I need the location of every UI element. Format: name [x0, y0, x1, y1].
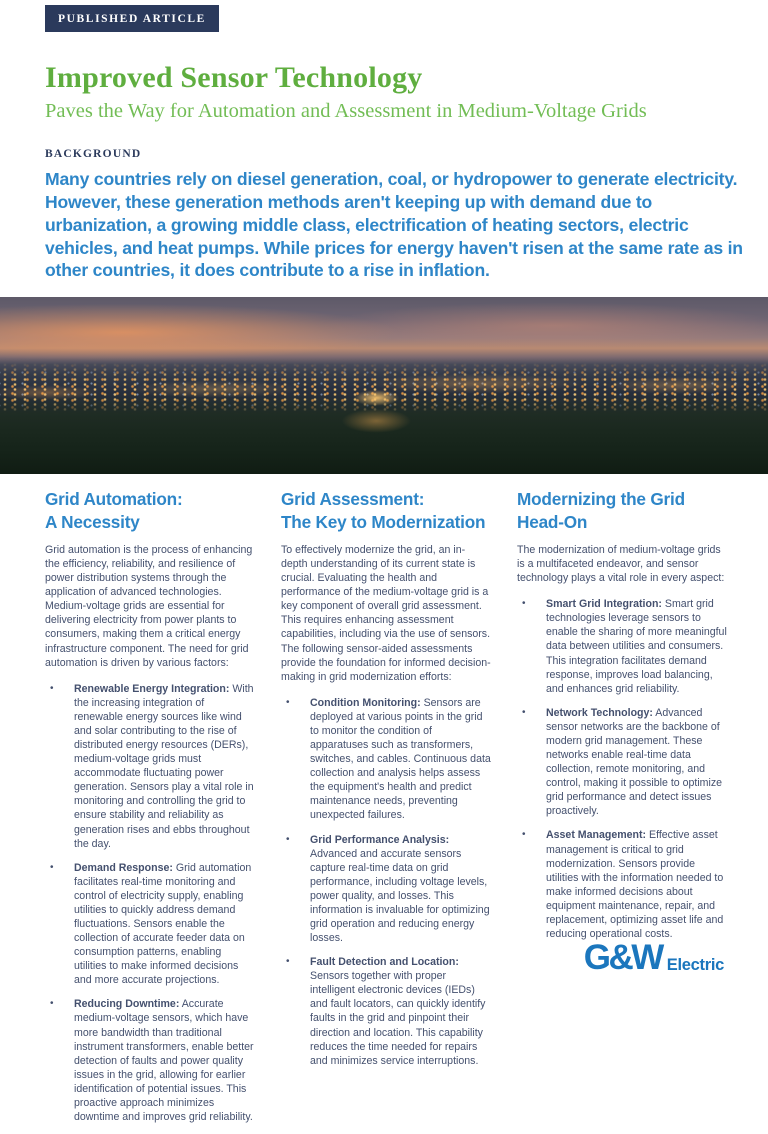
- bullet-item: • Smart Grid Integration: Smart grid technologies leverage sensors to enable the sharing of more meaningful data between utilities and consumers. This integration facilitates demand response, improves load balancing, and enhances grid reliability.: [517, 597, 727, 696]
- background-paragraph: Many countries rely on diesel generation, coal, or hydropower to generate electricity. However, these generation methods aren't keeping up with demand due to urbanization, a growing middle class, electrification of heating sectors, electric vehicles, and heat pumps. While prices for energy haven't risen at the same rate as in other countries, it does contribute to a rise in inflation.: [45, 169, 743, 281]
- logo-electric-text: Electric: [666, 955, 724, 974]
- column-grid-automation: [45, 488, 255, 1134]
- background-section-label: BACKGROUND: [45, 148, 142, 160]
- logo-gw-text: G&W: [583, 938, 662, 977]
- column-grid-assessment: [281, 488, 491, 1134]
- bullet-item: • Reducing Downtime: Accurate medium-voltage sensors, which have more bandwidth than traditional instrument transformers, enable better detection of faults and power quality issues in the grid, allowing for earlier identification of potential issues. This proactive approach minimizes downtime and improves grid reliability.: [45, 997, 255, 1124]
- three-column-section: [0, 474, 768, 1134]
- bullet-item: • Fault Detection and Location: Sensors together with proper intelligent electronic devices (IEDs) and fault locators, can quickly identify faults in the grid and pinpoint their direction and location. This capability reduces the time needed for repairs and minimizes service interruptions.: [281, 955, 491, 1068]
- column-intro: To effectively modernize the grid, an in-depth understanding of its current state is crucial. Evaluating the health and performance of the medium-voltage grid is a key component of overall grid assessment. This requires enhancing assessment capabilities, including via the use of sensors. The following sensor-aided assessments provide the foundation for informed decision-making in grid modernization efforts:: [281, 544, 491, 683]
- bullet-item: • Asset Management: Effective asset management is critical to grid modernization. Sensors provide utilities with the information needed to make informed decisions about equipment maintenance, repair, and replacement, optimizing asset life and reducing operational costs.: [517, 828, 727, 941]
- gw-electric-logo: [583, 938, 724, 977]
- page-title: Improved Sensor Technology: [45, 61, 423, 94]
- column-intro: The modernization of medium-voltage grids is a multifaceted endeavor, and sensor technology plays a vital role in every aspect:: [517, 544, 725, 585]
- bullet-item: • Network Technology: Advanced sensor networks are the backbone of modern grid management. These networks enable real-time data collection, remote monitoring, and control, making it possible to optimize grid performance and detect issues proactively.: [517, 706, 727, 819]
- column-intro: Grid automation is the process of enhancing the efficiency, reliability, and resilience of power distribution systems through the application of advanced technologies. Medium-voltage grids are essential for delivering electricity from power plants to consumers, making them a critical energy infrastructure component. The need for grid automation is driven by various factors:: [45, 544, 253, 669]
- bullet-list: [517, 597, 727, 941]
- hero-glow-spots-layer: [0, 297, 768, 474]
- column-heading: Grid Assessment: The Key to Modernization: [281, 489, 486, 532]
- bullet-list: [281, 696, 491, 1068]
- column-modernizing-grid: [517, 488, 727, 1134]
- bullet-item: • Demand Response: Grid automation facilitates real-time monitoring and control of electricity supply, enabling utilities to quickly address demand fluctuations. Sensors enable the collection of accurate feeder data on consumption patterns, enabling utilities to make informed decisions and more accurate projections.: [45, 861, 255, 988]
- column-heading: Modernizing the Grid Head-On: [517, 489, 685, 532]
- bullet-item: • Grid Performance Analysis: Advanced and accurate sensors capture real-time data on grid performance, including voltage levels, power quality, and losses. This information is invaluable for optimizing grid operation and reducing energy losses.: [281, 833, 491, 946]
- published-article-badge: PUBLISHED ARTICLE: [45, 5, 219, 32]
- page-subtitle: Paves the Way for Automation and Assessment in Medium-Voltage Grids: [45, 100, 647, 122]
- hero-photo-city-dusk: [0, 297, 768, 474]
- bullet-list: [45, 682, 255, 1124]
- bullet-item: • Condition Monitoring: Sensors are deployed at various points in the grid to monitor the condition of apparatuses such as transformers, switches, and cables. Continuous data collection and analysis helps assess the equipment's health and predict maintenance needs, preventing unexpected failures.: [281, 696, 491, 823]
- bullet-item: • Renewable Energy Integration: With the increasing integration of renewable energy sources like wind and solar contributing to the rise of distributed energy resources (DERs), medium-voltage grids must accommodate fluctuating power generation. Sensors play a vital role in monitoring and controlling the grid to ensure stability and reliability as generation rises and ebbs throughout the day.: [45, 682, 255, 851]
- column-heading: Grid Automation: A Necessity: [45, 489, 183, 532]
